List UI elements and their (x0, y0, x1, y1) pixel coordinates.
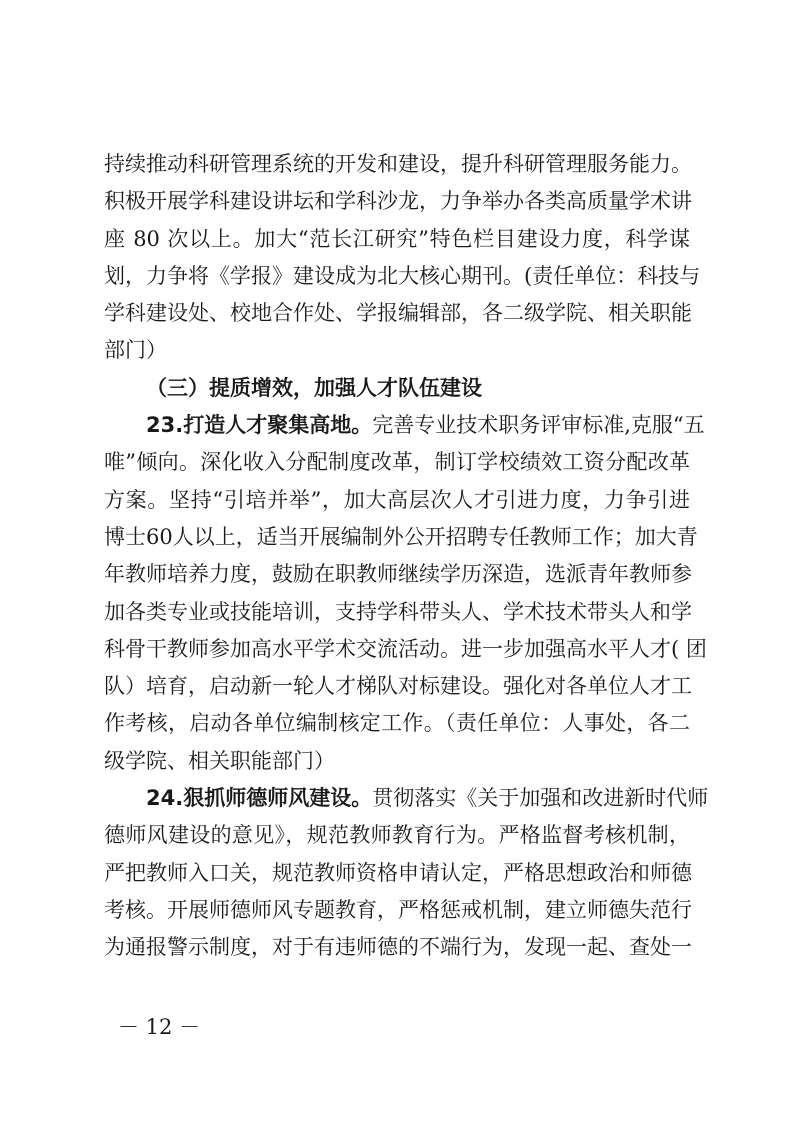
text-line: 划，力争将《学报》建设成为北大核心期刊。(责任单位：科技与 (104, 263, 701, 288)
paragraph-item-24 (104, 780, 709, 966)
text-line: 部门） (104, 338, 167, 363)
paragraph-research-management (104, 146, 701, 370)
text-line: 为通报警示制度，对于有违师德的不端行为，发现一起、查处一 (104, 935, 692, 960)
text-line: 年教师培养力度，鼓励在职教师继续学历深造，选派青年教师参 (104, 562, 692, 587)
text-line (104, 780, 709, 817)
text-line: 持续推动科研管理系统的开发和建设，提升科研管理服务能力。 (104, 152, 692, 176)
text-line: 级学院、相关职能部门） (104, 748, 335, 773)
text-line: 作考核，启动各单位编制核定工作。（责任单位：人事处，各二 (104, 711, 690, 736)
item-23-first-line: 完善专业技术职务评审标准,克服“五 (372, 413, 705, 438)
item-24-title: 24.狠抓师德师风建设。 (146, 786, 373, 811)
text-line: 德师风建设的意见》，规范教师教育行为。严格监督考核机制， (104, 823, 690, 848)
page-number: － 12 － (118, 1015, 201, 1039)
text-line: 座 80 次以上。加大“范长江研究”特色栏目建设力度，科学谋 (104, 226, 690, 251)
text-line: 考核。开展师德师风专题教育，严格惩戒机制，建立师德失范行 (104, 897, 692, 922)
item-23-title: 23.打造人才聚集高地。 (146, 413, 373, 438)
text-line: 博士60人以上，适当开展编制外公开招聘专任教师工作；加大青 (104, 524, 698, 549)
text-line: 积极开展学科建设讲坛和学科沙龙，力争举办各类高质量学术讲 (104, 189, 692, 214)
text-line (104, 407, 705, 444)
paragraph-item-23 (104, 407, 707, 780)
item-24-first-line: 贯彻落实《关于加强和改进新时代师 (372, 786, 709, 811)
section-heading: （三）提质增效，加强人才队伍建设 (146, 375, 482, 400)
text-line: 加各类专业或技能培训，支持学科带头人、学术技术带头人和学 (104, 599, 692, 624)
text-line: 方案。坚持“引培并举”，加大高层次人才引进力度，力争引进 (104, 487, 690, 512)
text-line: 科骨干教师参加高水平学术交流活动。进一步加强高水平人才( 团 (104, 636, 707, 661)
text-line: 队）培育，启动新一轮人才梯队对标建设。强化对各单位人才工 (104, 674, 692, 699)
text-line: 严把教师入口关，规范教师资格申请认定，严格思想政治和师德 (104, 860, 692, 885)
text-line: 学科建设处、校地合作处、学报编辑部，各二级学院、相关职能 (104, 301, 692, 326)
text-line: 唯”倾向。深化收入分配制度改革，制订学校绩效工资分配改革 (104, 450, 690, 475)
body-text (104, 146, 709, 967)
